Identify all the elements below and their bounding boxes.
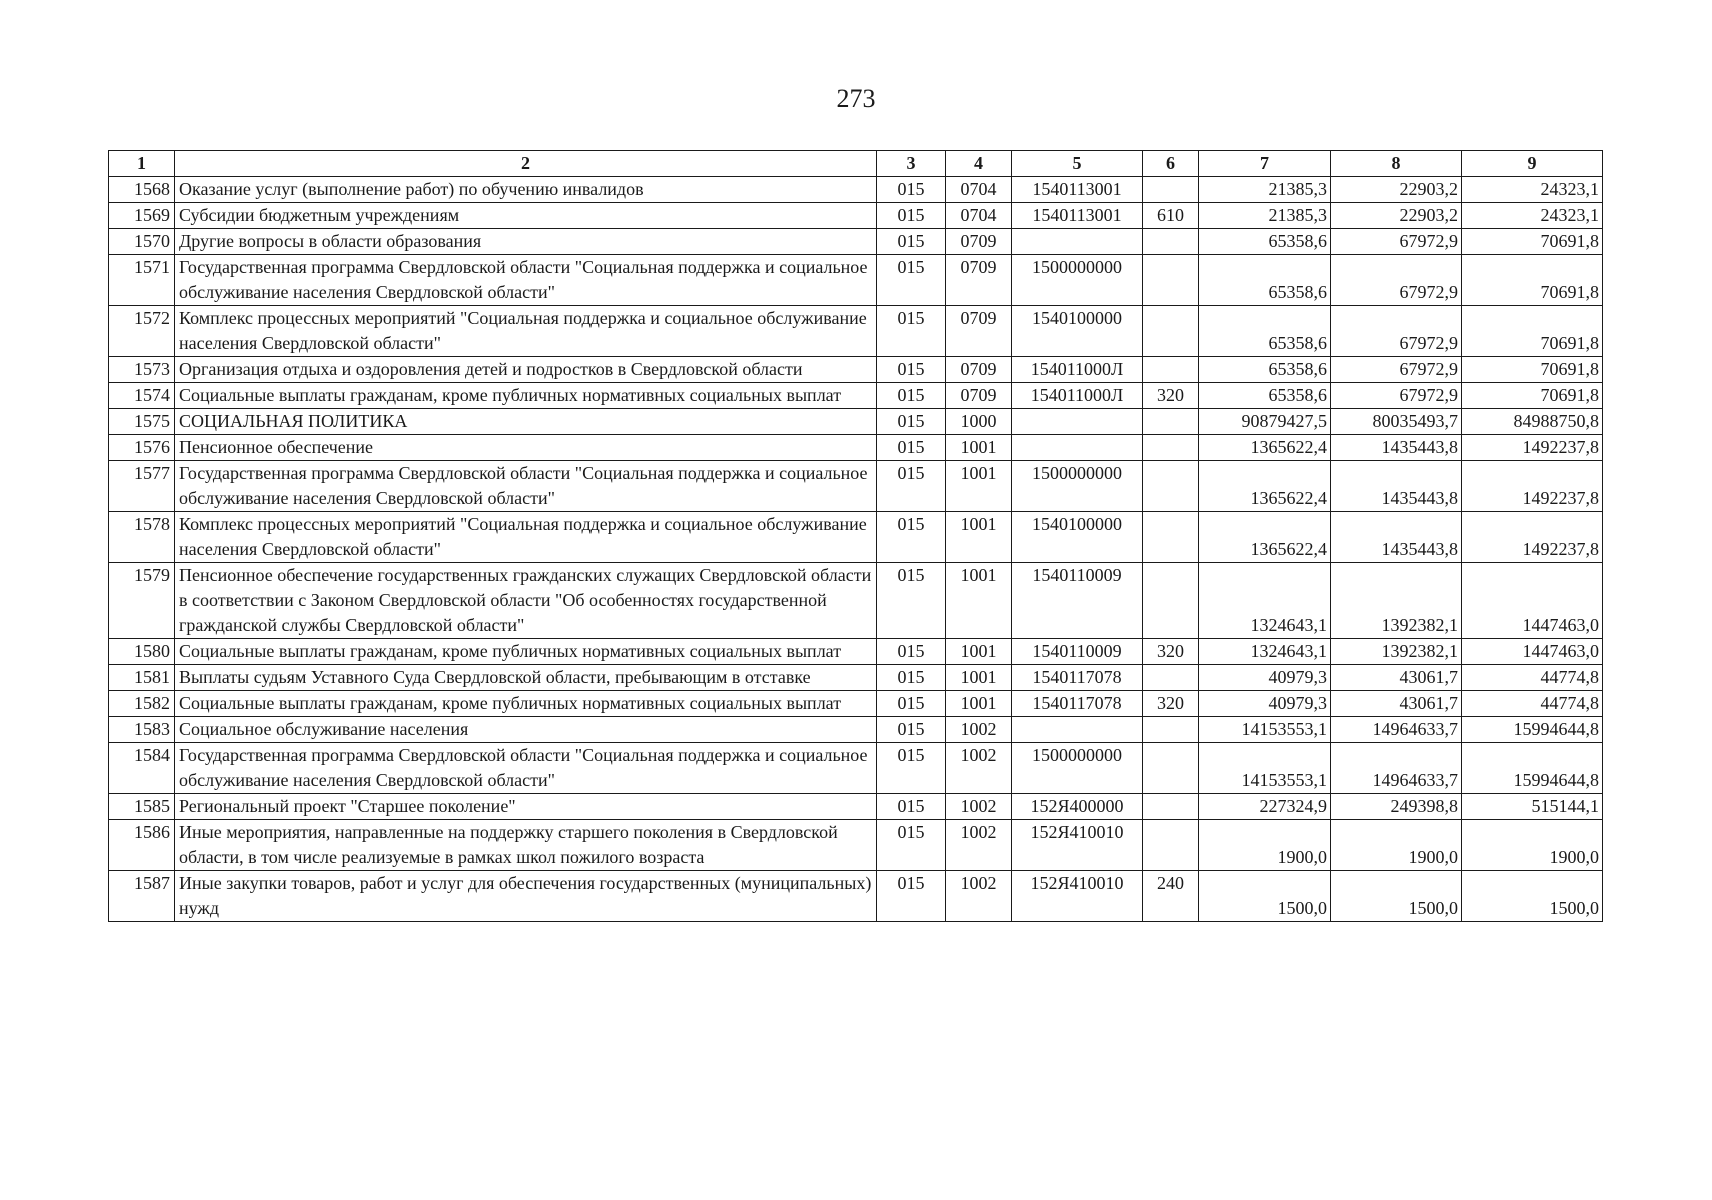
amount-col-8: 249398,8	[1331, 794, 1462, 820]
section-code: 1002	[946, 871, 1012, 922]
ministry-code: 015	[877, 512, 946, 563]
row-name: Государственная программа Свердловской области "Социальная поддержка и социальное обслуживание населения Свердловской области"	[175, 743, 877, 794]
section-code: 1001	[946, 665, 1012, 691]
row-name: Социальные выплаты гражданам, кроме публичных нормативных социальных выплат	[175, 383, 877, 409]
budget-table	[108, 150, 1603, 922]
amount-col-9: 15994644,8	[1462, 743, 1603, 794]
amount-col-9: 515144,1	[1462, 794, 1603, 820]
amount-col-7: 40979,3	[1199, 665, 1331, 691]
expense-type-code	[1143, 229, 1199, 255]
target-article-code	[1012, 229, 1143, 255]
amount-col-7: 21385,3	[1199, 203, 1331, 229]
row-number: 1575	[109, 409, 175, 435]
table-row	[109, 255, 1603, 306]
section-code: 0709	[946, 306, 1012, 357]
section-code: 0704	[946, 203, 1012, 229]
expense-type-code	[1143, 409, 1199, 435]
table-row	[109, 512, 1603, 563]
amount-col-8: 67972,9	[1331, 306, 1462, 357]
expense-type-code: 320	[1143, 383, 1199, 409]
amount-col-8: 67972,9	[1331, 255, 1462, 306]
ministry-code: 015	[877, 255, 946, 306]
expense-type-code	[1143, 461, 1199, 512]
row-name: Организация отдыха и оздоровления детей и подростков в Свердловской области	[175, 357, 877, 383]
table-row	[109, 177, 1603, 203]
amount-col-8: 22903,2	[1331, 177, 1462, 203]
column-header: 5	[1012, 151, 1143, 177]
amount-col-7: 90879427,5	[1199, 409, 1331, 435]
amount-col-7: 1324643,1	[1199, 639, 1331, 665]
amount-col-7: 65358,6	[1199, 255, 1331, 306]
table-row	[109, 639, 1603, 665]
row-name: Социальное обслуживание населения	[175, 717, 877, 743]
table-body	[109, 177, 1603, 922]
ministry-code: 015	[877, 563, 946, 639]
target-article-code: 1500000000	[1012, 461, 1143, 512]
amount-col-8: 67972,9	[1331, 383, 1462, 409]
table-row	[109, 409, 1603, 435]
row-name: Социальные выплаты гражданам, кроме публичных нормативных социальных выплат	[175, 639, 877, 665]
amount-col-7: 21385,3	[1199, 177, 1331, 203]
row-number: 1585	[109, 794, 175, 820]
amount-col-8: 1435443,8	[1331, 461, 1462, 512]
table-row	[109, 461, 1603, 512]
row-name: Региональный проект "Старшее поколение"	[175, 794, 877, 820]
target-article-code: 1540117078	[1012, 691, 1143, 717]
column-header: 7	[1199, 151, 1331, 177]
section-code: 1002	[946, 717, 1012, 743]
section-code: 1002	[946, 794, 1012, 820]
target-article-code: 154011000Л	[1012, 357, 1143, 383]
amount-col-9: 44774,8	[1462, 665, 1603, 691]
ministry-code: 015	[877, 639, 946, 665]
target-article-code: 152Я410010	[1012, 820, 1143, 871]
target-article-code: 1540113001	[1012, 177, 1143, 203]
amount-col-8: 43061,7	[1331, 665, 1462, 691]
table-row	[109, 743, 1603, 794]
table-row	[109, 229, 1603, 255]
expense-type-code	[1143, 306, 1199, 357]
target-article-code: 152Я400000	[1012, 794, 1143, 820]
amount-col-8: 14964633,7	[1331, 743, 1462, 794]
amount-col-8: 1435443,8	[1331, 435, 1462, 461]
column-header: 4	[946, 151, 1012, 177]
target-article-code: 1540113001	[1012, 203, 1143, 229]
amount-col-9: 24323,1	[1462, 177, 1603, 203]
table-row	[109, 717, 1603, 743]
amount-col-9: 70691,8	[1462, 229, 1603, 255]
target-article-code: 154011000Л	[1012, 383, 1143, 409]
amount-col-8: 14964633,7	[1331, 717, 1462, 743]
section-code: 1001	[946, 639, 1012, 665]
target-article-code	[1012, 435, 1143, 461]
ministry-code: 015	[877, 435, 946, 461]
column-header: 1	[109, 151, 175, 177]
amount-col-8: 22903,2	[1331, 203, 1462, 229]
amount-col-9: 1492237,8	[1462, 512, 1603, 563]
amount-col-7: 1365622,4	[1199, 512, 1331, 563]
section-code: 1002	[946, 743, 1012, 794]
amount-col-9: 24323,1	[1462, 203, 1603, 229]
target-article-code: 1500000000	[1012, 743, 1143, 794]
ministry-code: 015	[877, 383, 946, 409]
target-article-code: 1540100000	[1012, 512, 1143, 563]
table-row	[109, 357, 1603, 383]
ministry-code: 015	[877, 306, 946, 357]
expense-type-code	[1143, 743, 1199, 794]
target-article-code: 1540110009	[1012, 639, 1143, 665]
row-number: 1580	[109, 639, 175, 665]
amount-col-8: 1392382,1	[1331, 563, 1462, 639]
row-number: 1573	[109, 357, 175, 383]
table-row	[109, 203, 1603, 229]
expense-type-code	[1143, 717, 1199, 743]
row-number: 1579	[109, 563, 175, 639]
amount-col-8: 1392382,1	[1331, 639, 1462, 665]
ministry-code: 015	[877, 665, 946, 691]
row-number: 1584	[109, 743, 175, 794]
expense-type-code: 610	[1143, 203, 1199, 229]
row-name: Социальные выплаты гражданам, кроме публичных нормативных социальных выплат	[175, 691, 877, 717]
amount-col-9: 70691,8	[1462, 255, 1603, 306]
amount-col-7: 65358,6	[1199, 383, 1331, 409]
ministry-code: 015	[877, 820, 946, 871]
section-code: 1001	[946, 512, 1012, 563]
amount-col-8: 1435443,8	[1331, 512, 1462, 563]
amount-col-9: 70691,8	[1462, 357, 1603, 383]
amount-col-7: 1500,0	[1199, 871, 1331, 922]
column-header: 2	[175, 151, 877, 177]
row-number: 1586	[109, 820, 175, 871]
row-name: Государственная программа Свердловской области "Социальная поддержка и социальное обслуживание населения Свердловской области"	[175, 461, 877, 512]
ministry-code: 015	[877, 203, 946, 229]
section-code: 1000	[946, 409, 1012, 435]
expense-type-code	[1143, 357, 1199, 383]
table-row	[109, 665, 1603, 691]
amount-col-7: 65358,6	[1199, 306, 1331, 357]
row-name: СОЦИАЛЬНАЯ ПОЛИТИКА	[175, 409, 877, 435]
amount-col-9: 1900,0	[1462, 820, 1603, 871]
row-number: 1576	[109, 435, 175, 461]
expense-type-code	[1143, 563, 1199, 639]
ministry-code: 015	[877, 794, 946, 820]
ministry-code: 015	[877, 357, 946, 383]
page-number: 273	[836, 84, 876, 113]
amount-col-7: 65358,6	[1199, 357, 1331, 383]
column-header: 9	[1462, 151, 1603, 177]
ministry-code: 015	[877, 743, 946, 794]
ministry-code: 015	[877, 229, 946, 255]
row-name: Комплекс процессных мероприятий "Социальная поддержка и социальное обслуживание населения Свердловской области"	[175, 306, 877, 357]
target-article-code: 1500000000	[1012, 255, 1143, 306]
row-name: Выплаты судьям Уставного Суда Свердловской области, пребывающим в отставке	[175, 665, 877, 691]
amount-col-7: 65358,6	[1199, 229, 1331, 255]
amount-col-7: 1324643,1	[1199, 563, 1331, 639]
target-article-code	[1012, 717, 1143, 743]
amount-col-9: 1500,0	[1462, 871, 1603, 922]
table-row	[109, 383, 1603, 409]
table-row	[109, 306, 1603, 357]
row-number: 1568	[109, 177, 175, 203]
amount-col-7: 1365622,4	[1199, 435, 1331, 461]
amount-col-8: 67972,9	[1331, 357, 1462, 383]
amount-col-9: 70691,8	[1462, 306, 1603, 357]
ministry-code: 015	[877, 409, 946, 435]
amount-col-9: 44774,8	[1462, 691, 1603, 717]
row-name: Пенсионное обеспечение государственных гражданских служащих Свердловской области в соответствии с Законом Свердловской области "Об особенностях государственной гражданской службы Свердловской области"	[175, 563, 877, 639]
section-code: 0709	[946, 357, 1012, 383]
table-row	[109, 794, 1603, 820]
row-number: 1572	[109, 306, 175, 357]
amount-col-9: 1447463,0	[1462, 563, 1603, 639]
table-header-row	[109, 151, 1603, 177]
expense-type-code: 240	[1143, 871, 1199, 922]
column-header: 8	[1331, 151, 1462, 177]
amount-col-9: 84988750,8	[1462, 409, 1603, 435]
row-number: 1583	[109, 717, 175, 743]
row-number: 1578	[109, 512, 175, 563]
row-number: 1574	[109, 383, 175, 409]
table-row	[109, 435, 1603, 461]
section-code: 0709	[946, 229, 1012, 255]
row-number: 1569	[109, 203, 175, 229]
target-article-code: 1540100000	[1012, 306, 1143, 357]
expense-type-code	[1143, 665, 1199, 691]
amount-col-9: 15994644,8	[1462, 717, 1603, 743]
row-name: Оказание услуг (выполнение работ) по обучению инвалидов	[175, 177, 877, 203]
row-name: Иные закупки товаров, работ и услуг для обеспечения государственных (муниципальных) нужд	[175, 871, 877, 922]
expense-type-code	[1143, 177, 1199, 203]
table-row	[109, 820, 1603, 871]
target-article-code: 1540117078	[1012, 665, 1143, 691]
expense-type-code	[1143, 255, 1199, 306]
amount-col-7: 227324,9	[1199, 794, 1331, 820]
section-code: 0704	[946, 177, 1012, 203]
table-row	[109, 691, 1603, 717]
row-number: 1571	[109, 255, 175, 306]
section-code: 1001	[946, 461, 1012, 512]
section-code: 1002	[946, 820, 1012, 871]
row-name: Пенсионное обеспечение	[175, 435, 877, 461]
section-code: 1001	[946, 563, 1012, 639]
table-row	[109, 871, 1603, 922]
ministry-code: 015	[877, 871, 946, 922]
row-name: Иные мероприятия, направленные на поддержку старшего поколения в Свердловской области, в том числе реализуемые в рамках школ пожилого возраста	[175, 820, 877, 871]
expense-type-code	[1143, 794, 1199, 820]
row-number: 1582	[109, 691, 175, 717]
amount-col-7: 1365622,4	[1199, 461, 1331, 512]
section-code: 1001	[946, 691, 1012, 717]
column-header: 6	[1143, 151, 1199, 177]
amount-col-7: 14153553,1	[1199, 717, 1331, 743]
section-code: 0709	[946, 383, 1012, 409]
row-name: Государственная программа Свердловской области "Социальная поддержка и социальное обслуживание населения Свердловской области"	[175, 255, 877, 306]
row-name: Другие вопросы в области образования	[175, 229, 877, 255]
amount-col-8: 1500,0	[1331, 871, 1462, 922]
amount-col-7: 14153553,1	[1199, 743, 1331, 794]
table-row	[109, 563, 1603, 639]
row-number: 1570	[109, 229, 175, 255]
target-article-code	[1012, 409, 1143, 435]
amount-col-9: 1447463,0	[1462, 639, 1603, 665]
expense-type-code	[1143, 512, 1199, 563]
ministry-code: 015	[877, 461, 946, 512]
column-header: 3	[877, 151, 946, 177]
target-article-code: 152Я410010	[1012, 871, 1143, 922]
amount-col-9: 1492237,8	[1462, 435, 1603, 461]
row-number: 1587	[109, 871, 175, 922]
ministry-code: 015	[877, 177, 946, 203]
row-name: Комплекс процессных мероприятий "Социальная поддержка и социальное обслуживание населения Свердловской области"	[175, 512, 877, 563]
amount-col-8: 1900,0	[1331, 820, 1462, 871]
section-code: 0709	[946, 255, 1012, 306]
expense-type-code	[1143, 820, 1199, 871]
row-number: 1581	[109, 665, 175, 691]
amount-col-8: 43061,7	[1331, 691, 1462, 717]
ministry-code: 015	[877, 717, 946, 743]
amount-col-8: 80035493,7	[1331, 409, 1462, 435]
amount-col-8: 67972,9	[1331, 229, 1462, 255]
row-name: Субсидии бюджетным учреждениям	[175, 203, 877, 229]
row-number: 1577	[109, 461, 175, 512]
expense-type-code: 320	[1143, 639, 1199, 665]
ministry-code: 015	[877, 691, 946, 717]
expense-type-code: 320	[1143, 691, 1199, 717]
amount-col-7: 40979,3	[1199, 691, 1331, 717]
expense-type-code	[1143, 435, 1199, 461]
amount-col-9: 1492237,8	[1462, 461, 1603, 512]
amount-col-7: 1900,0	[1199, 820, 1331, 871]
section-code: 1001	[946, 435, 1012, 461]
amount-col-9: 70691,8	[1462, 383, 1603, 409]
target-article-code: 1540110009	[1012, 563, 1143, 639]
